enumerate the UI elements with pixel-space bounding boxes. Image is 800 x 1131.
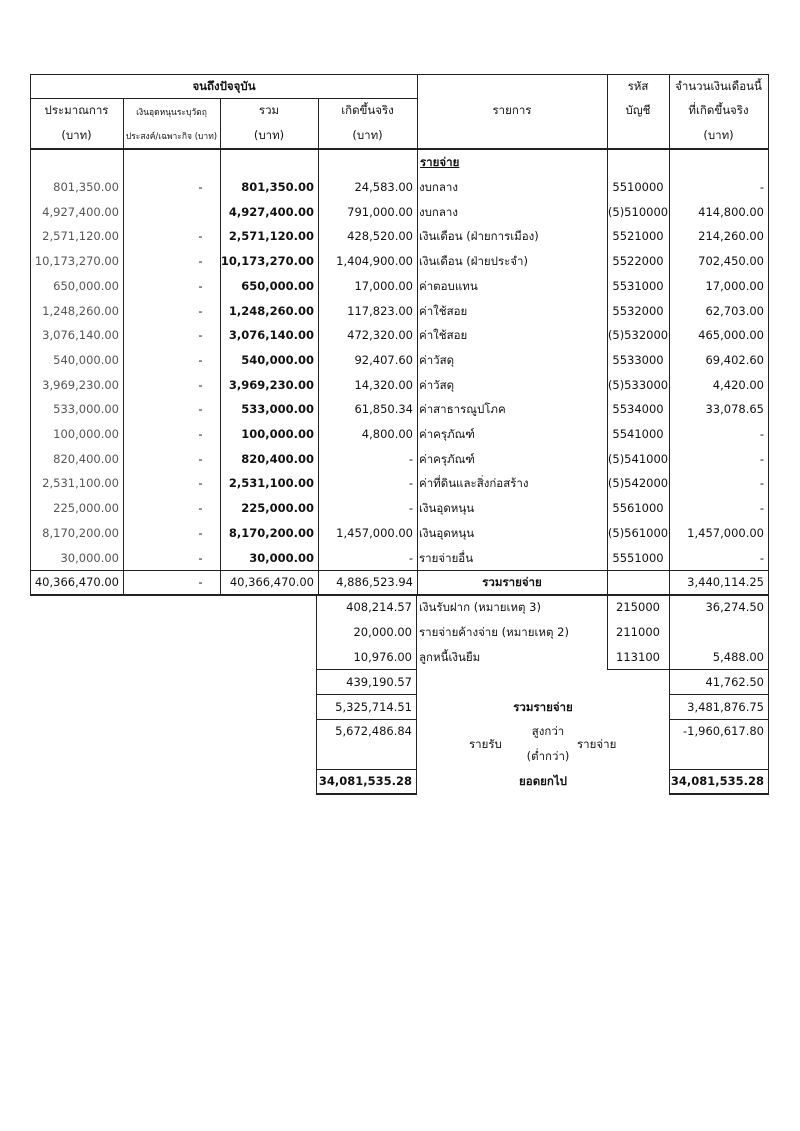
row-total: 100,000.00 [241,427,314,441]
col-divider-actual [417,74,418,596]
row-code: 5510000 [612,180,664,194]
row-month: - [759,551,764,565]
row-subsidy: - [198,229,203,243]
row-total: 801,350.00 [241,180,314,194]
row-item: ค่าครุภัณฑ์ [419,427,475,441]
row-subsidy: - [198,254,203,268]
row-item: รายจ่ายอื่น [419,551,474,565]
row-total: 820,400.00 [241,452,314,466]
col-code-header: รหัส [627,79,649,93]
total-row-top-border [30,570,769,571]
row-month: - [759,501,764,515]
row-total: 3,969,230.00 [228,378,314,392]
row-total: 8,170,200.00 [228,526,314,540]
row-item: งบกลาง [419,180,458,194]
row-actual: 4,800.00 [361,427,413,441]
row-budget: 8,170,200.00 [42,526,119,540]
carry-actual: 34,081,535.28 [318,774,412,788]
total-month: 3,440,114.25 [687,575,764,589]
header-bottom-border [30,148,769,150]
payable-item: รายจ่ายค้างจ่าย (หมายเหตุ 2) [419,625,569,639]
total-budget: 40,366,470.00 [34,575,119,589]
lower-subtotal-line-left [316,669,417,670]
row-actual: 791,000.00 [347,205,413,219]
row-code: 5531000 [612,279,664,293]
row-budget: 533,000.00 [53,402,119,416]
loan-item: ลูกหนี้เงินยืม [419,650,481,664]
deposit-code: 215000 [616,600,660,614]
row-item: เงินเดือน (ฝ่ายการเมือง) [419,229,539,243]
row-item: ค่าวัสดุ [419,378,455,392]
row-actual: 1,404,900.00 [336,254,413,268]
row-subsidy: - [198,328,203,342]
row-actual: 61,850.34 [354,402,413,416]
row-actual: 24,583.00 [354,180,413,194]
row-month: 69,402.60 [705,353,764,367]
row-code: 5541000 [612,427,664,441]
row-subsidy: - [198,353,203,367]
row-actual: 472,320.00 [347,328,413,342]
row-item: ค่าใช้สอย [419,304,468,318]
loan-code: 113100 [616,650,660,664]
row-code: 5532000 [612,304,664,318]
row-item: ค่าสาธารณูปโภค [419,402,506,416]
total-subsidy: - [198,575,203,589]
row-total: 10,173,270.00 [220,254,314,268]
col-item-header: รายการ [492,103,532,117]
row-actual: 17,000.00 [354,279,413,293]
row-month: - [759,476,764,490]
row-actual: 14,320.00 [354,378,413,392]
row-budget: 4,927,400.00 [42,205,119,219]
row-item: ค่าวัสดุ [419,353,455,367]
row-total: 30,000.00 [249,551,314,565]
carry-month: 34,081,535.28 [670,774,764,788]
loan-month: 5,488.00 [712,650,764,664]
row-month: - [759,452,764,466]
table-bottom-border [30,594,769,596]
lower-carry-line-right [669,769,769,770]
row-code: 5534000 [612,402,664,416]
lower-grand-line-right [669,694,769,695]
deposit-item: เงินรับฝาก (หมายเหตุ 3) [419,600,541,614]
row-actual: 92,407.60 [354,353,413,367]
row-total: 3,076,140.00 [228,328,314,342]
row-code: 5551000 [612,551,664,565]
lower-grand-line-left [316,694,417,695]
row-subsidy: - [198,180,203,194]
deposit-actual: 408,214.57 [346,600,412,614]
row-month: - [759,180,764,194]
row-code: (5)533000 [607,378,669,392]
row-item: เงินเดือน (ฝ่ายประจำ) [419,254,528,268]
lower-balance-line-left [316,719,417,720]
row-code: (5)561000 [607,526,669,540]
row-month: 17,000.00 [705,279,764,293]
group-title: จนถึงปัจจุบัน [192,79,256,93]
row-total: 650,000.00 [241,279,314,293]
lower-code-divider [669,596,670,795]
row-subsidy: - [198,551,203,565]
group-header-line [30,98,418,99]
deposit-month: 36,274.50 [705,600,764,614]
col-budget-header: ประมาณการ [44,103,109,117]
col-code-header-2: บัญชี [625,103,651,117]
col-subsidy-header: เงินอุดหนุนระบุวัตถุ [136,108,207,118]
row-total: 2,571,120.00 [228,229,314,243]
row-code: 5533000 [612,353,664,367]
row-actual: 1,457,000.00 [336,526,413,540]
lower-subtotal-line-right [607,669,769,670]
row-item: เงินอุดหนุน [419,501,475,515]
row-total: 1,248,260.00 [228,304,314,318]
row-budget: 100,000.00 [53,427,119,441]
col-month-unit: (บาท) [703,128,734,142]
lower-left-border [316,596,317,795]
row-actual: - [408,452,413,466]
row-month: 62,703.00 [705,304,764,318]
row-month: 4,420.00 [712,378,764,392]
row-code: (5)542000 [607,476,669,490]
row-month: - [759,427,764,441]
row-subsidy: - [198,304,203,318]
payable-actual: 20,000.00 [353,625,412,639]
row-actual: - [408,501,413,515]
col-divider-total [318,98,319,596]
grand-actual: 5,325,714.51 [335,700,412,714]
total-label: รวมรายจ่าย [482,575,542,589]
row-code: (5)510000 [607,205,669,219]
row-month: 1,457,000.00 [687,526,764,540]
col-total-header: รวม [258,103,280,117]
row-code: (5)532000 [607,328,669,342]
col-total-unit: (บาท) [253,128,285,142]
row-month: 414,800.00 [698,205,764,219]
col-actual-header: เกิดขึ้นจริง [341,103,394,117]
payable-code: 211000 [616,625,660,639]
row-item: ค่าที่ดินและสิ่งก่อสร้าง [419,476,529,490]
row-actual: - [408,476,413,490]
balance-actual: 5,672,486.84 [335,724,412,738]
row-total: 2,531,100.00 [228,476,314,490]
section-title: รายจ่าย [420,155,460,169]
row-subsidy: - [198,526,203,540]
col-budget-unit: (บาท) [61,128,92,142]
row-item: งบกลาง [419,205,458,219]
row-budget: 3,969,230.00 [42,378,119,392]
row-budget: 540,000.00 [53,353,119,367]
row-item: ค่าตอบแทน [419,279,478,293]
total-sum: 40,366,470.00 [229,575,314,589]
col-subsidy-header-2: ประสงค์/เฉพาะกิจ (บาท) [125,132,218,142]
row-actual: 428,520.00 [347,229,413,243]
row-budget: 1,248,260.00 [42,304,119,318]
row-budget: 225,000.00 [53,501,119,515]
row-item: ค่าใช้สอย [419,328,468,342]
row-item: ค่าครุภัณฑ์ [419,452,475,466]
row-budget: 650,000.00 [53,279,119,293]
row-total: 4,927,400.00 [228,205,314,219]
row-total: 540,000.00 [241,353,314,367]
row-code: 5561000 [612,501,664,515]
lower-bottom-line-left [316,793,417,795]
row-month: 214,260.00 [698,229,764,243]
lower-carry-line-left [316,769,417,770]
row-budget: 2,571,120.00 [42,229,119,243]
row-total: 225,000.00 [241,501,314,515]
row-code: (5)541000 [607,452,669,466]
row-subsidy: - [198,501,203,515]
row-code: 5522000 [612,254,664,268]
table-top-border [30,74,769,75]
row-subsidy: - [198,378,203,392]
col-divider-subsidy [220,98,221,596]
row-actual: - [408,551,413,565]
balance-label-income: รายรับ [469,737,502,751]
row-budget: 3,076,140.00 [42,328,119,342]
carry-label: ยอดยกไป [519,774,567,788]
col-divider-right [768,74,769,596]
balance-month: -1,960,617.80 [683,724,764,738]
total-actual: 4,886,523.94 [336,575,413,589]
col-month-header-2: ที่เกิดขึ้นจริง [688,103,749,117]
col-actual-unit: (บาท) [352,128,383,142]
row-code: 5521000 [612,229,664,243]
subtotal-month: 41,762.50 [705,675,764,689]
row-actual: 117,823.00 [347,304,413,318]
row-budget: 10,173,270.00 [34,254,119,268]
balance-label-higher: สูงกว่า [531,724,565,738]
lower-balance-line-right [669,719,769,720]
row-subsidy: - [198,452,203,466]
grand-month: 3,481,876.75 [687,700,764,714]
row-subsidy: - [198,476,203,490]
row-subsidy: - [198,279,203,293]
row-month: 33,078.65 [705,402,764,416]
row-budget: 820,400.00 [53,452,119,466]
subtotal-actual: 439,190.57 [346,675,412,689]
loan-actual: 10,976.00 [353,650,412,664]
lower-right-border [768,596,769,795]
row-budget: 801,350.00 [53,180,119,194]
row-month: 465,000.00 [698,328,764,342]
row-budget: 30,000.00 [60,551,119,565]
row-subsidy: - [198,427,203,441]
row-subsidy: - [198,402,203,416]
row-budget: 2,531,100.00 [42,476,119,490]
col-divider-budget [123,98,124,596]
balance-label-lower: (ต่ำกว่า) [526,749,570,763]
row-item: เงินอุดหนุน [419,526,475,540]
col-month-header: จำนวนเงินเดือนนี้ [675,79,762,93]
lower-actual-divider [416,596,417,795]
row-month: 702,450.00 [698,254,764,268]
row-total: 533,000.00 [241,402,314,416]
lower-bottom-line-right [669,793,769,795]
balance-label-expense: รายจ่าย [577,737,617,751]
grand-label: รวมรายจ่าย [513,700,573,714]
